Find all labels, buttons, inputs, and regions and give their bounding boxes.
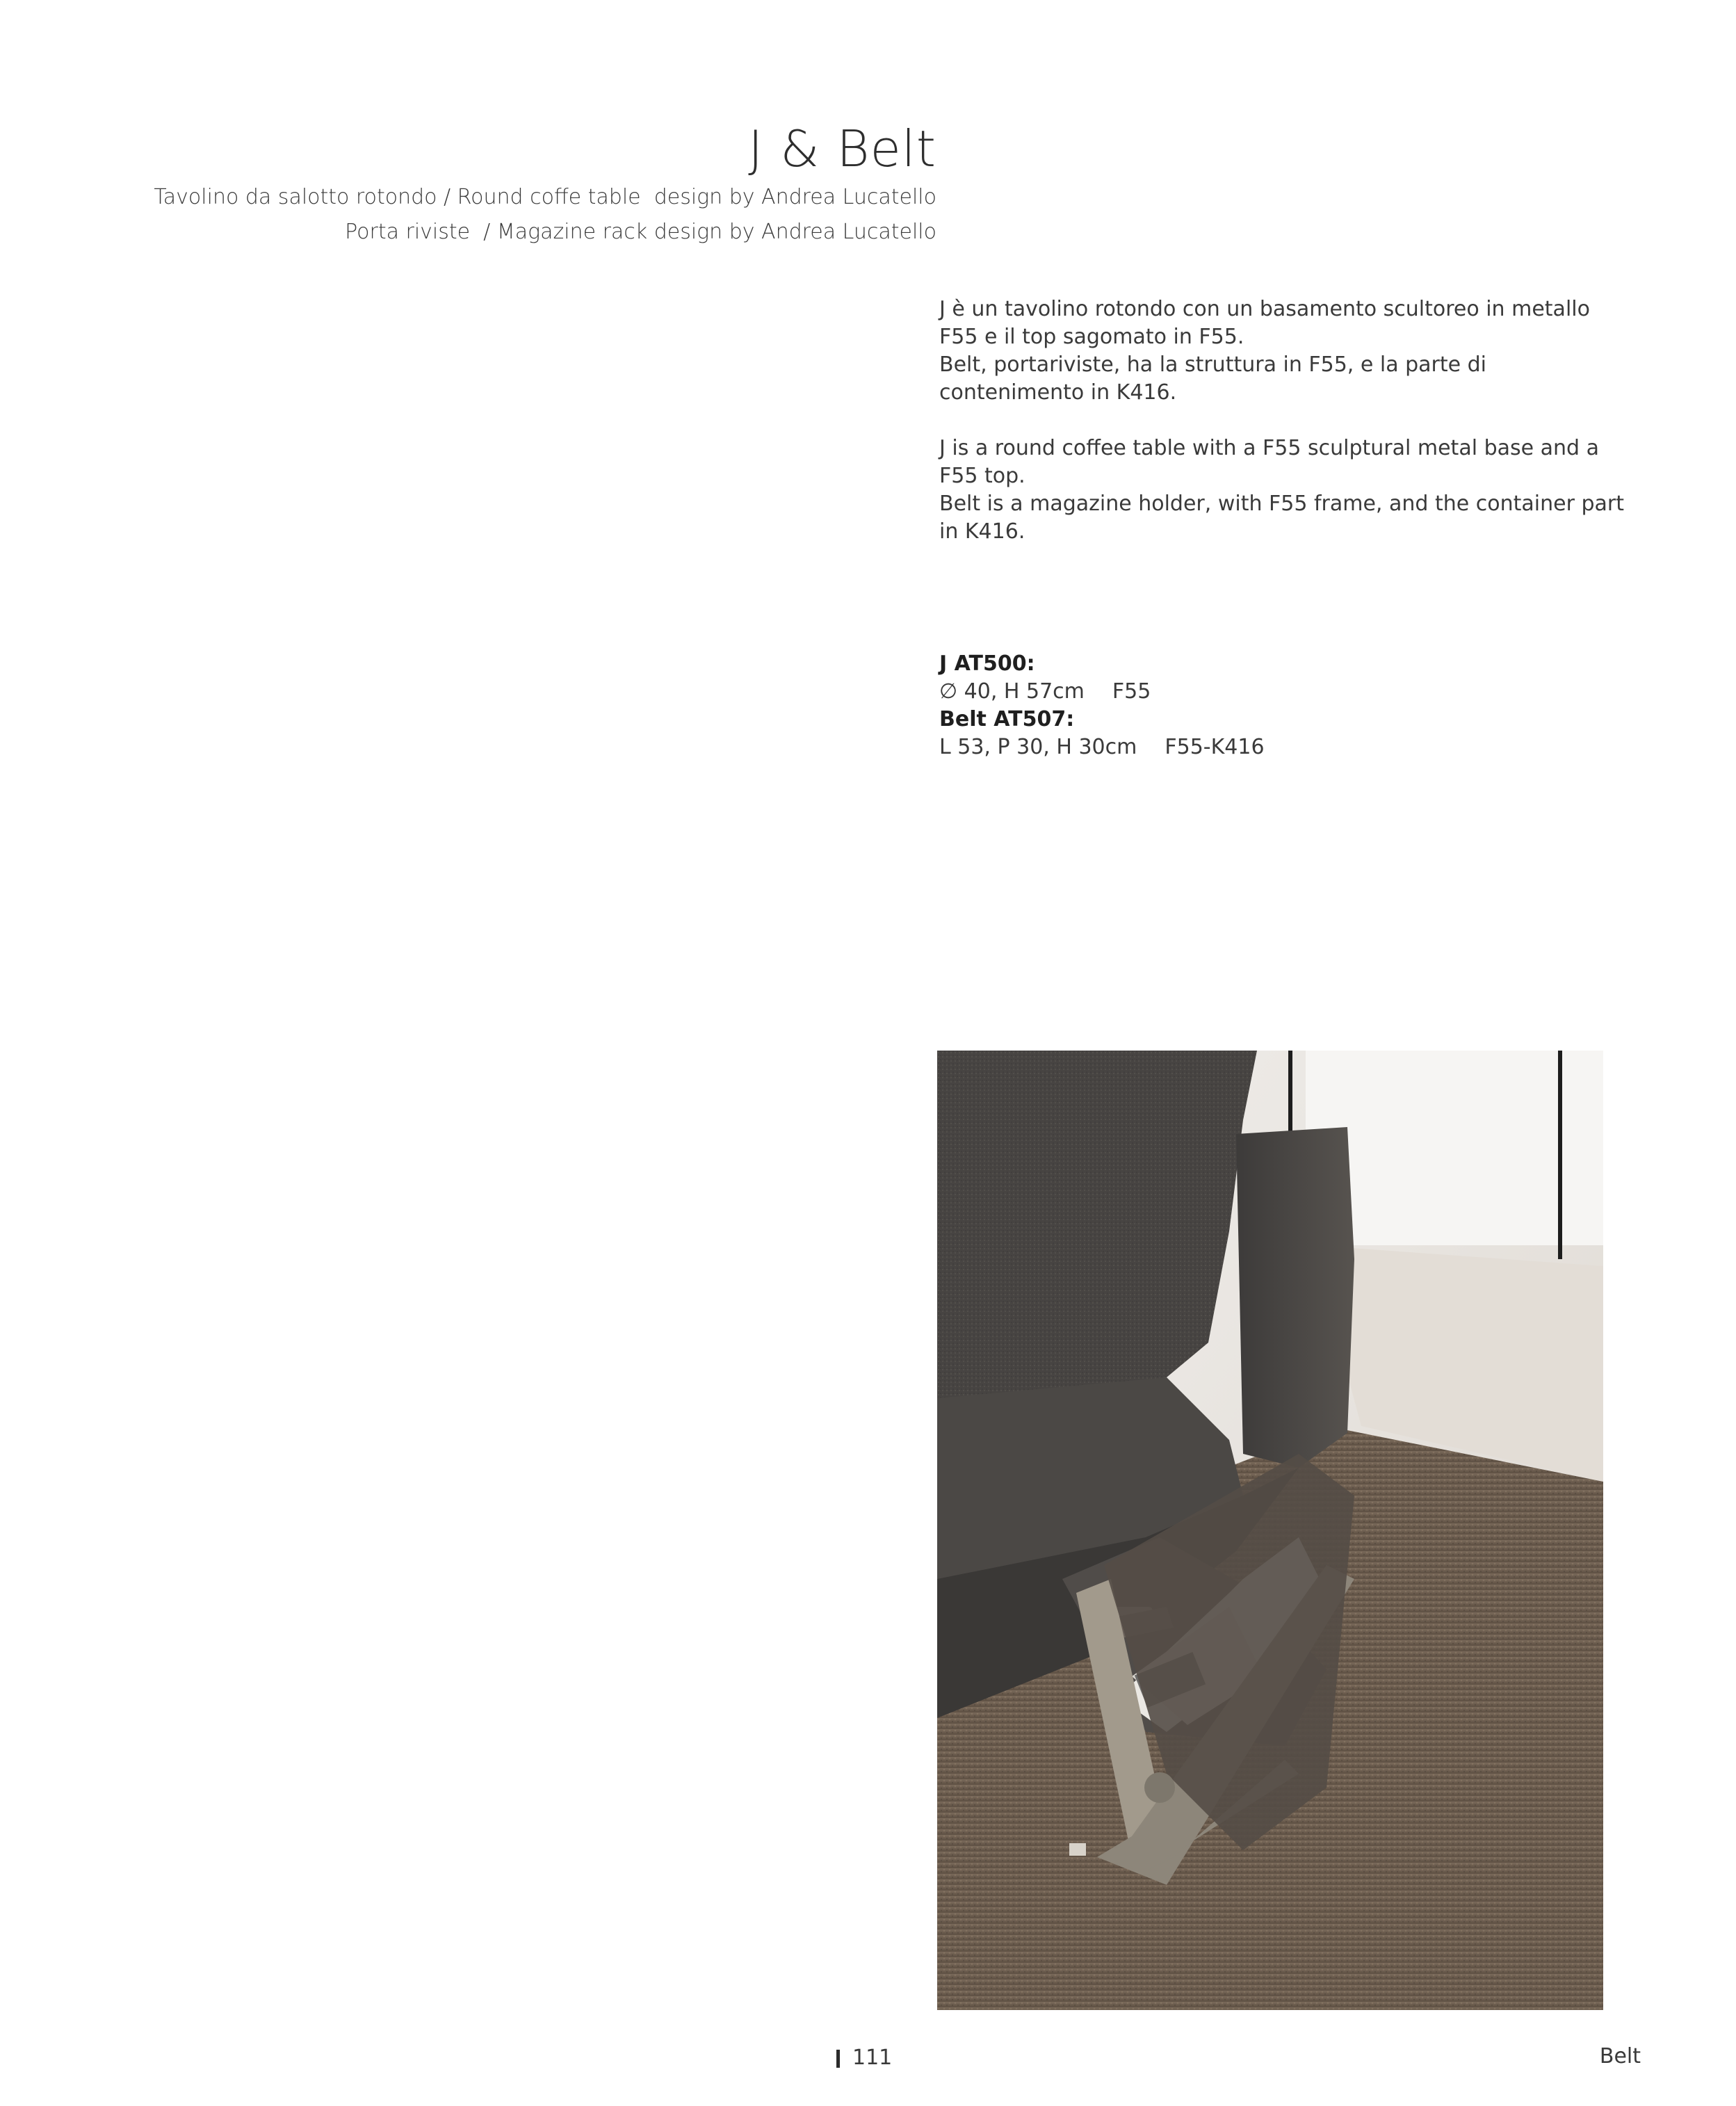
spec-row-belt	[939, 734, 1265, 761]
footer-divider	[836, 2050, 840, 2068]
page-header	[154, 122, 936, 246]
section-label: Belt	[1599, 2044, 1641, 2068]
spec-name-j: J AT500:	[939, 651, 1035, 676]
spec-dimensions-j: ∅ 40, H 57cm	[939, 679, 1085, 704]
page-number: 111	[852, 2046, 893, 2070]
spec-dimensions-belt: L 53, P 30, H 30cm	[939, 735, 1137, 759]
product-specs	[939, 650, 1265, 761]
spec-row-j	[939, 678, 1265, 706]
description-english: J is a round coffee table with a F55 sculptural metal base and a F55 top. Belt is a magazine holder, with F55 frame, and the container part in K416.	[939, 436, 1624, 544]
page-title: J & Belt	[748, 120, 936, 178]
spec-finish-j: F55	[1112, 679, 1151, 704]
product-description	[939, 295, 1634, 574]
description-italian: J è un tavolino rotondo con un basamento scultoreo in metallo F55 e il top sagomato in F55. Belt, portariviste, ha la struttura in F55, e la parte di contenimento in K416.	[939, 297, 1590, 405]
product-photo	[937, 1051, 1603, 2010]
spec-name-belt: Belt AT507:	[939, 707, 1075, 731]
subtitle-line-2: Porta riviste / Magazine rack design by Andrea Lucatello	[345, 220, 936, 245]
subtitle-line-1: Tavolino da salotto rotondo / Round coffe table design by Andrea Lucatello	[154, 185, 936, 210]
spec-finish-belt: F55-K416	[1165, 735, 1265, 759]
